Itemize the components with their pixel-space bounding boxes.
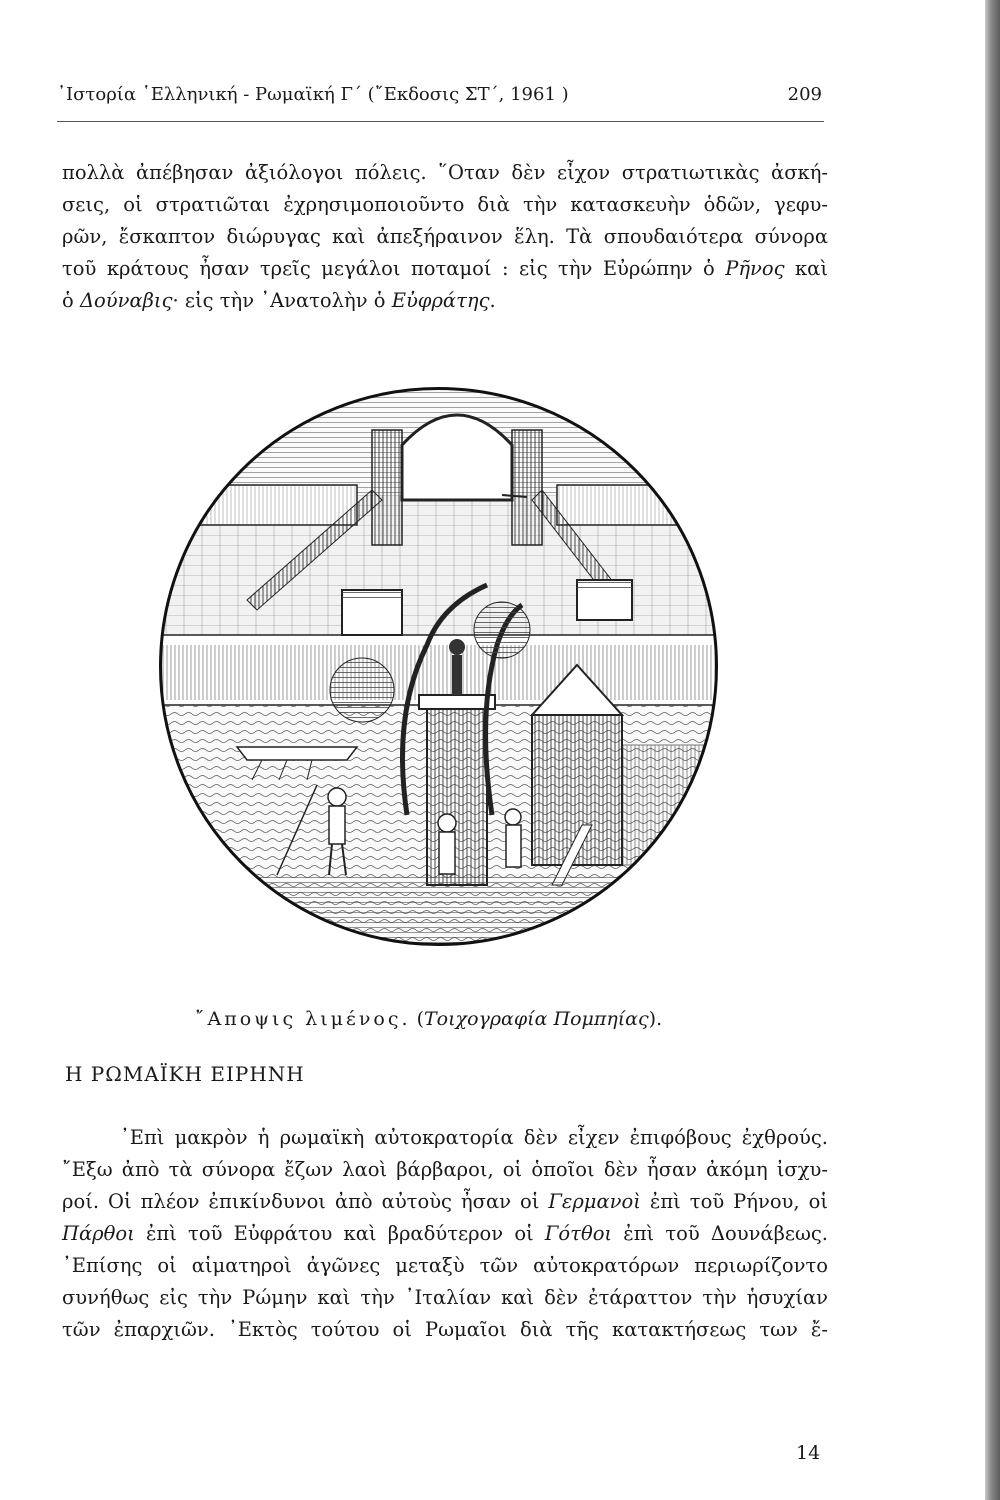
caption-source: Τοιχογραφία Πομπηίας (424, 1008, 649, 1030)
text-line: ὁ Δούναβις· εἰς τὴν ᾿Ανατολὴν ὁ Εὐφράτης. (62, 289, 496, 312)
page-number: 209 (787, 84, 822, 105)
text-line: ῎Εξω ἀπὸ τὰ σύνορα ἔζων λαοὶ βάρβαροι, οἱ ὁποῖοι δὲν ἦσαν ἀκόμη ἰσχυ- (62, 1158, 828, 1181)
emphasis-parthians: Πάρθοι (62, 1222, 135, 1245)
emphasis-rhine: Ρῆνος (725, 257, 785, 280)
emphasis-goths: Γότθοι (544, 1222, 613, 1245)
text-line: ᾿Επίσης οἱ αἱματηροὶ ἀγῶνες μεταξὺ τῶν αὐτοκρατόρων περιωρίζοντο (62, 1254, 828, 1277)
paragraph-roman-peace (62, 1122, 828, 1346)
text-line: ροί. Οἱ πλέον ἐπικίνδυνοι ἀπὸ αὐτοὺς ἦσαν οἱ Γερμανοὶ ἐπὶ τοῦ Ρήνου, οἱ (62, 1190, 828, 1213)
caption-paren-close: ). (648, 1008, 663, 1030)
text-line: σεις, οἱ στρατιῶται ἐχρησιμοποιοῦντο διὰ τὴν κατασκευὴν ὁδῶν, γεφυ- (62, 193, 828, 216)
figure-caption (195, 1008, 715, 1030)
header-title: ᾿Ιστορία ῾Ελληνική - Ρωμαϊκή Γ΄ (῎Εκδοσις ΣΤ΄, 1961 ) (57, 84, 569, 105)
caption-title: ῎Αποψις λιμένος. (195, 1008, 411, 1030)
emphasis-euphrates: Εὐφράτης (391, 289, 490, 312)
scan-page-edge (985, 0, 1000, 1500)
running-header (57, 84, 822, 114)
printer-signature: 14 (796, 1442, 821, 1464)
paragraph-intro (62, 157, 828, 317)
text-line: ᾿Επὶ μακρὸν ἡ ρωμαϊκὴ αὐτοκρατορία δὲν εἶχεν ἐπιφόβους ἐχθρούς. (120, 1126, 828, 1149)
caption-paren-open: ( (416, 1008, 424, 1030)
section-heading: Η ΡΩΜΑΪΚΗ ΕΙΡΗΝΗ (65, 1062, 305, 1086)
text-line: τοῦ κράτους ἦσαν τρεῖς μεγάλοι ποταμοί : εἰς τὴν Εὐρώπην ὁ Ρῆνος καὶ (62, 257, 828, 280)
text-line: Πάρθοι ἐπὶ τοῦ Εὐφράτου καὶ βραδύτερον οἱ Γότθοι ἐπὶ τοῦ Δουνάβεως. (62, 1222, 829, 1245)
header-rule (57, 121, 824, 122)
text-line: τῶν ἐπαρχιῶν. ᾿Εκτὸς τούτου οἱ Ρωμαῖοι διὰ τῆς κατακτήσεως των ἔ- (62, 1318, 828, 1341)
text-line: ρῶν, ἔσκαπτον διώρυγας καὶ ἀπεξήραινον ἕλη. Τὰ σπουδαιότερα σύνορα (62, 225, 828, 248)
text-line: πολλὰ ἀπέβησαν ἀξιόλογοι πόλεις. ῞Οταν δὲν εἶχον στρατιωτικὰς ἀσκή- (62, 161, 828, 184)
emphasis-germans: Γερμανοὶ (548, 1190, 641, 1213)
emphasis-danube: Δούναβις (79, 289, 173, 312)
harbor-fresco-illustration (157, 385, 720, 948)
text-line: συνήθως εἰς τὴν Ρώμην καὶ τὴν ᾿Ιταλίαν καὶ δὲν ἐτάραττον τὴν ἡσυχίαν (62, 1286, 828, 1309)
